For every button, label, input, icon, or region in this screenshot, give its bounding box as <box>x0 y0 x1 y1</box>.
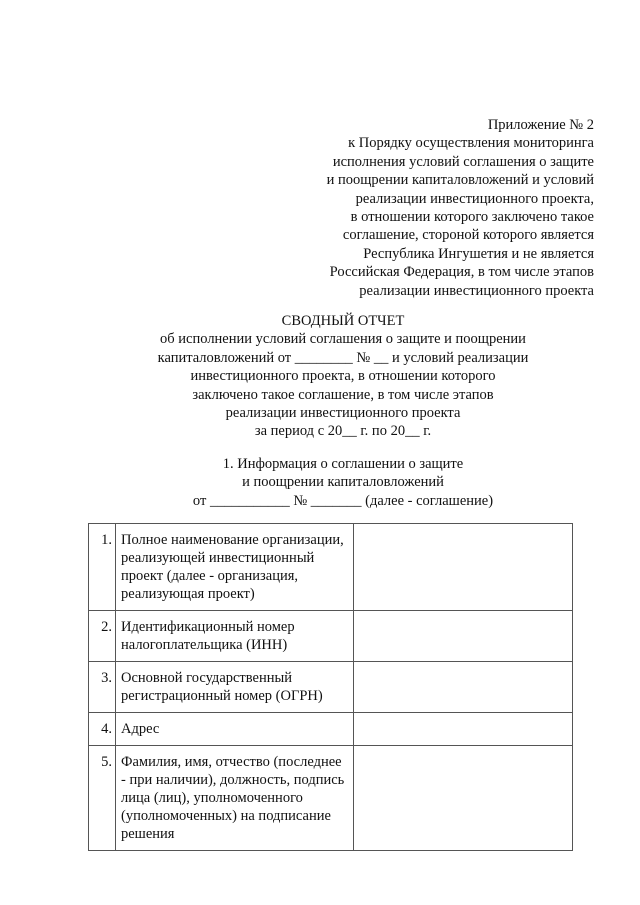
report-line: за период с 20__ г. по 20__ г. <box>254 423 432 440</box>
appendix-line: реализации инвестиционного проекта <box>359 282 594 299</box>
appendix-header <box>274 116 594 300</box>
row-label: Основной государственный регистрационный номер (ОГРН) <box>116 662 354 713</box>
row-value-cell <box>354 713 573 746</box>
report-line: реализации инвестиционного проекта <box>225 405 461 422</box>
table-row <box>89 746 573 851</box>
report-line: заключено такое соглашение, в том числе этапов <box>192 386 494 403</box>
table-row <box>89 662 573 713</box>
report-line: капиталовложений от ________ № __ и условий реализации <box>157 349 529 366</box>
appendix-line: к Порядку осуществления мониторинга <box>348 135 594 152</box>
report-line: инвестиционного проекта, в отношении которого <box>190 368 496 385</box>
row-value-cell <box>354 662 573 713</box>
appendix-line: в отношении которого заключено такое <box>350 209 594 226</box>
row-label: Идентификационный номер налогоплательщика (ИНН) <box>116 611 354 662</box>
row-number: 5. <box>89 746 116 851</box>
appendix-line: исполнения условий соглашения о защите <box>332 153 594 170</box>
row-value-cell <box>354 524 573 611</box>
agreement-info-table <box>88 523 573 851</box>
row-number: 2. <box>89 611 116 662</box>
section-1-heading <box>0 455 640 510</box>
appendix-line: Приложение № 2 <box>487 117 594 133</box>
row-label: Полное наименование организации, реализующей инвестиционный проект (далее - организация, реализующая проект) <box>116 524 354 611</box>
appendix-line: и поощрении капиталовложений и условий <box>326 172 594 189</box>
appendix-line: Республика Ингушетия и не является <box>363 245 594 262</box>
row-number: 4. <box>89 713 116 746</box>
appendix-line: Российская Федерация, в том числе этапов <box>329 264 594 281</box>
table-row <box>89 713 573 746</box>
row-value-cell <box>354 611 573 662</box>
table-row <box>89 524 573 611</box>
report-line: об исполнении условий соглашения о защите и поощрении <box>160 331 526 348</box>
appendix-line: соглашение, стороной которого является <box>342 227 594 244</box>
section-line: от ___________ № _______ (далее - соглашение) <box>192 492 494 509</box>
report-heading: СВОДНЫЙ ОТЧЕТ <box>281 313 405 329</box>
section-line: 1. Информация о соглашении о защите <box>222 456 464 472</box>
row-label: Адрес <box>116 713 354 746</box>
appendix-line: реализации инвестиционного проекта, <box>355 190 594 207</box>
table-row <box>89 611 573 662</box>
report-title-block <box>0 312 640 441</box>
row-value-cell <box>354 746 573 851</box>
row-number: 3. <box>89 662 116 713</box>
section-line: и поощрении капиталовложений <box>242 474 444 491</box>
row-label: Фамилия, имя, отчество (последнее - при наличии), должность, подпись лица (лиц), уполномоченного (уполномоченных) на подписание решения <box>116 746 354 851</box>
row-number: 1. <box>89 524 116 611</box>
